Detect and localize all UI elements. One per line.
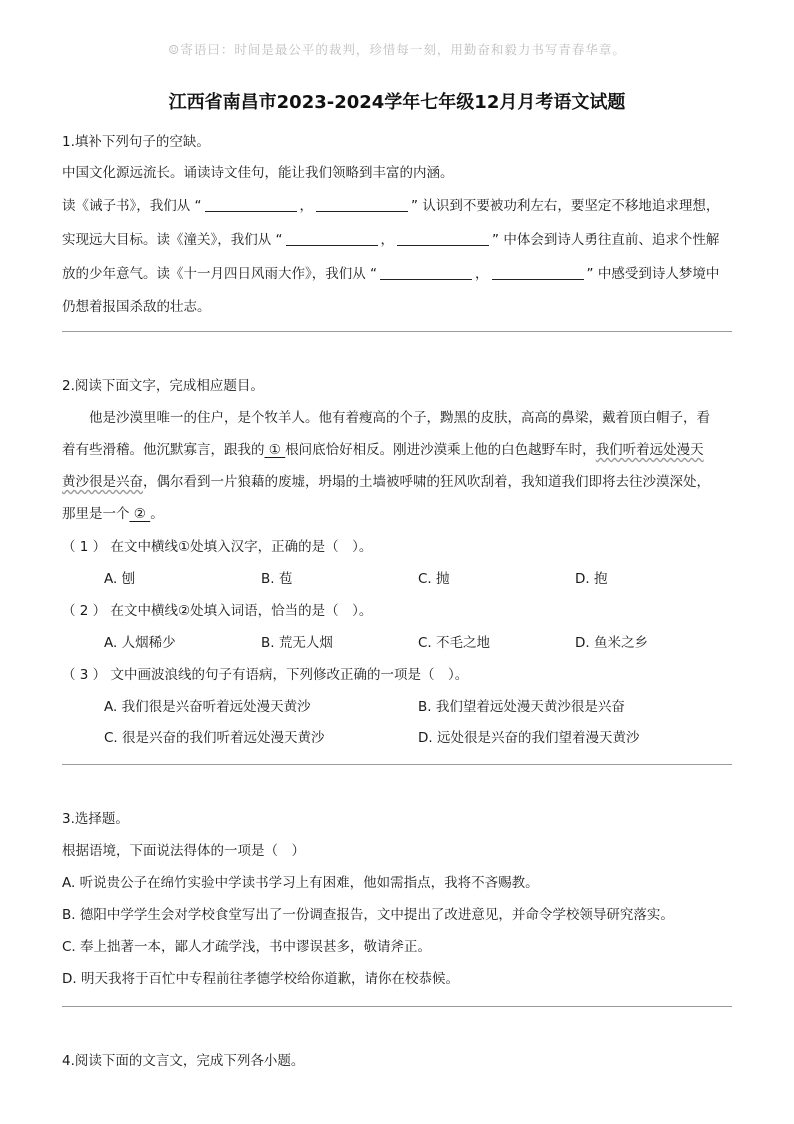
question-1-line-1: [62, 194, 719, 214]
text-span: ” 中体会到诗人勇往直前、追求个性解: [492, 232, 720, 248]
option-c[interactable]: C. 抛: [418, 571, 450, 587]
text-span: ” 认识到不要被功利左右，要坚定不移地追求理想，: [411, 198, 720, 214]
passage-line-4: [62, 502, 164, 522]
wavy-sentence: 我们听着远处漫天: [595, 442, 704, 458]
passage-line-3: [62, 470, 710, 490]
question-3-stem: 根据语境，下面说法得体的一项是（ ）: [62, 843, 305, 859]
passage-line-2: [62, 438, 704, 458]
question-1-line-2: [62, 228, 719, 248]
question-2-heading: 2.阅读下面文字，完成相应题目。: [62, 378, 264, 394]
option-a[interactable]: A. 听说贵公子在绵竹实验中学读书学习上有困难，他如需指点，我将不吝赐教。: [62, 875, 539, 891]
section-divider: [62, 1006, 732, 1007]
question-1-heading: 1.填补下列句子的空缺。: [62, 134, 210, 150]
option-c[interactable]: C. 很是兴奋的我们听着远处漫天黄沙: [104, 730, 325, 746]
fill-blank[interactable]: [380, 265, 472, 280]
option-a[interactable]: A. 我们很是兴奋听着远处漫天黄沙: [104, 699, 311, 715]
option-c[interactable]: C. 奉上拙著一本，鄙人才疏学浅，书中谬误甚多，敬请斧正。: [62, 939, 432, 955]
text-span: 那里是一个: [62, 506, 130, 522]
section-divider: [62, 764, 732, 765]
fill-blank[interactable]: [316, 197, 408, 212]
text-span: 着有些滑稽。他沉默寡言，跟我的: [62, 442, 265, 458]
text-span: 。: [150, 506, 164, 522]
text-span: 放的少年意气。读《十一月四日风雨大作》，我们从 “: [62, 266, 378, 282]
text-span: 读《诫子书》，我们从 “: [62, 198, 202, 214]
subquestion-1-stem: （ 1 ） 在文中横线①处填入汉字，正确的是（ ）。: [62, 539, 373, 555]
page-title: 江西省南昌市2023-2024学年七年级12月月考语文试题: [168, 92, 626, 113]
option-b[interactable]: B. 荒无人烟: [261, 635, 333, 651]
text-span: ，: [380, 232, 395, 248]
subquestion-2-stem: （ 2 ） 在文中横线②处填入词语，恰当的是（ ）。: [62, 603, 373, 619]
question-4-heading: 4.阅读下面的文言文，完成下列各小题。: [62, 1053, 305, 1069]
option-d[interactable]: D. 远处很是兴奋的我们望着漫天黄沙: [418, 730, 640, 746]
option-c[interactable]: C. 不毛之地: [418, 635, 491, 651]
question-3-heading: 3.选择题。: [62, 811, 129, 827]
text-span: ，偶尔看到一片狼藉的废墟，坍塌的土墙被呼啸的狂风吹刮着，我知道我们即将去往沙漠深处，: [143, 474, 710, 490]
question-1-line-4: 仍想着报国杀敌的壮志。: [62, 299, 211, 315]
text-span: 实现远大目标。读《潼关》，我们从 “: [62, 232, 283, 248]
wavy-sentence: 黄沙很是兴奋: [62, 474, 143, 490]
fill-blank[interactable]: [397, 231, 489, 246]
option-b[interactable]: B. 我们望着远处漫天黄沙很是兴奋: [418, 699, 625, 715]
fill-blank[interactable]: [205, 197, 297, 212]
blank-2: ②: [129, 506, 151, 522]
subquestion-3-stem: （ 3 ） 文中画波浪线的句子有语病，下列修改正确的一项是（ ）。: [62, 667, 469, 683]
blank-1: ①: [264, 442, 286, 458]
text-span: ，: [299, 198, 314, 214]
option-b[interactable]: B. 德阳中学学生会对学校食堂写出了一份调查报告，文中提出了改进意见，并命令学校领导研究落实。: [62, 907, 674, 923]
passage-line-1: 他是沙漠里唯一的住户，是个牧羊人。他有着瘦高的个子，黝黑的皮肤，高高的鼻梁，戴着顶白帽子，看: [89, 410, 710, 426]
option-d[interactable]: D. 抱: [575, 571, 608, 587]
question-1-line-3: [62, 262, 719, 282]
header-motto: ☺寄语曰：时间是最公平的裁判，珍惜每一刻，用勤奋和毅力书写青春华章。: [168, 42, 626, 57]
option-a[interactable]: A. 人烟稀少: [104, 635, 176, 651]
option-d[interactable]: D. 鱼米之乡: [575, 635, 648, 651]
section-divider: [62, 331, 732, 332]
fill-blank[interactable]: [492, 265, 584, 280]
fill-blank[interactable]: [286, 231, 378, 246]
text-span: 根问底恰好相反。刚进沙漠乘上他的白色越野车时，: [285, 442, 596, 458]
text-span: ，: [475, 266, 489, 282]
option-a[interactable]: A. 刨: [104, 571, 136, 587]
text-span: ” 中感受到诗人梦境中: [586, 266, 720, 282]
option-d[interactable]: D. 明天我将于百忙中专程前往孝德学校给你道歉，请你在校恭候。: [62, 971, 459, 987]
question-1-intro: 中国文化源远流长。诵读诗文佳句，能让我们领略到丰富的内涵。: [62, 165, 454, 181]
option-b[interactable]: B. 苞: [261, 571, 293, 587]
